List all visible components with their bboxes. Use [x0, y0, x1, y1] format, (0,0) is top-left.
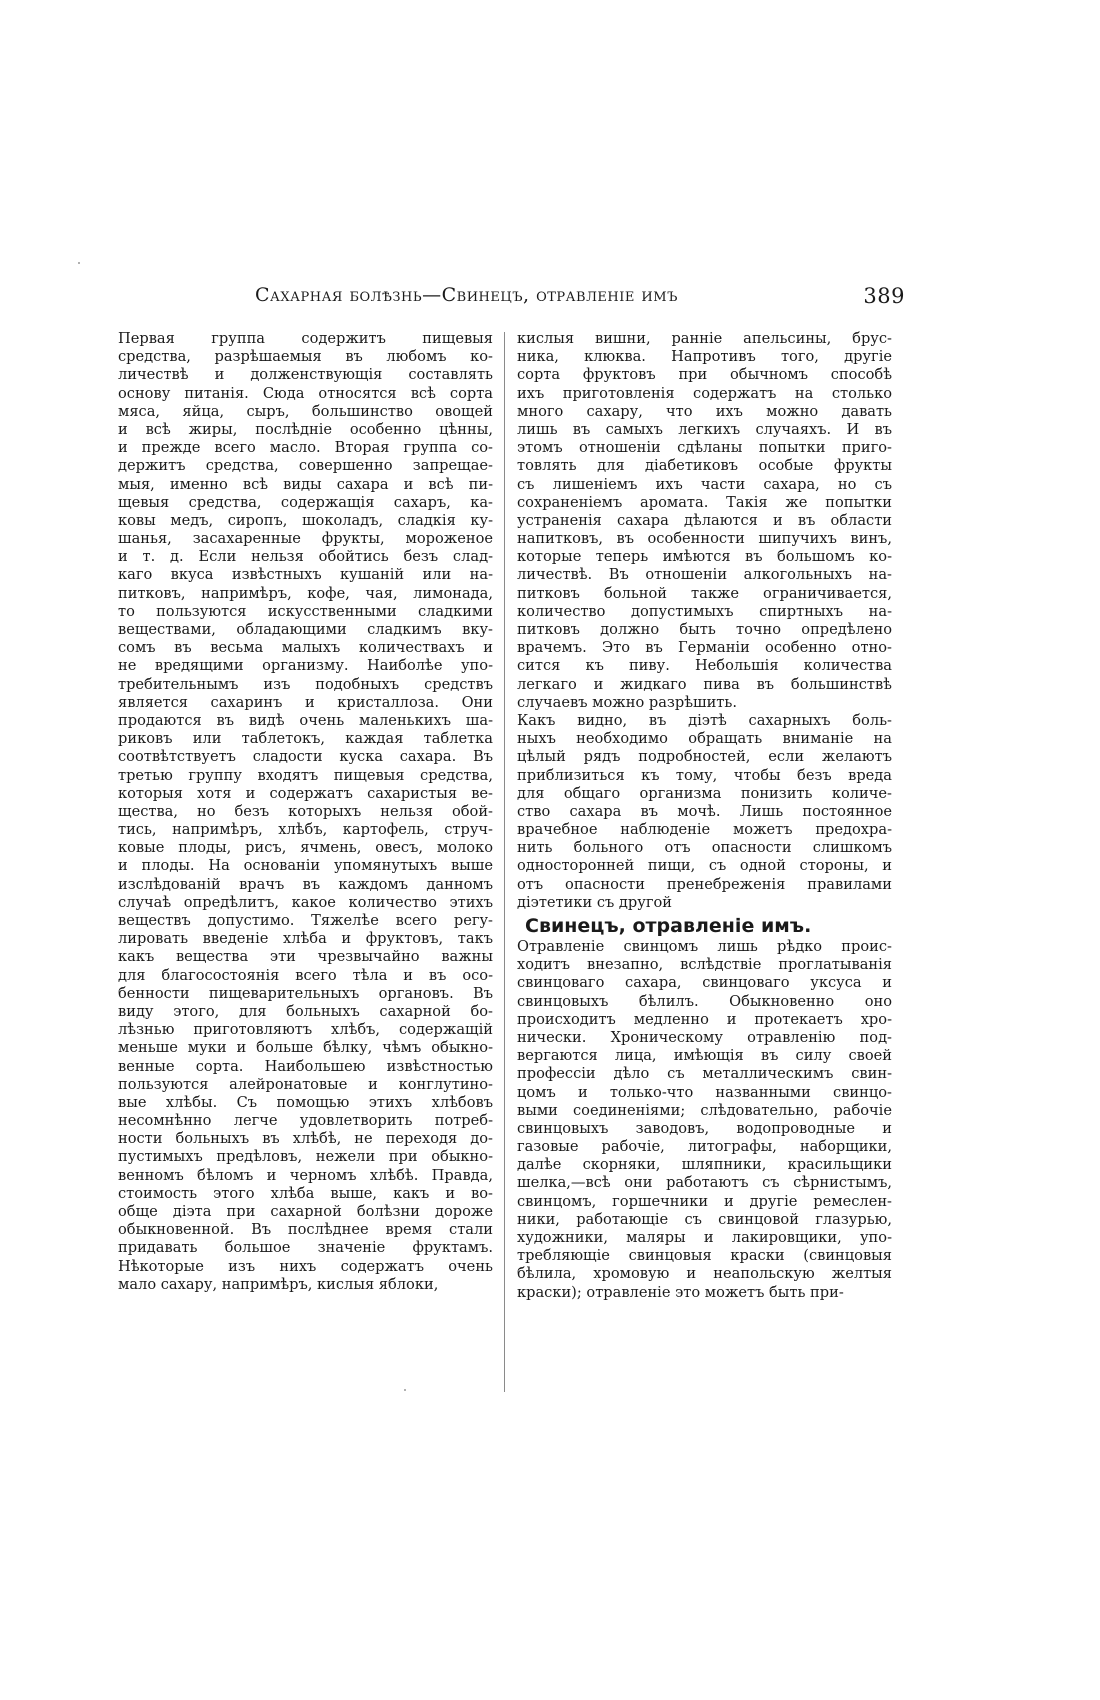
text-line: которые теперь имѣются въ большомъ ко-	[517, 548, 892, 566]
text-line: профессіи дѣло съ металлическимъ свин-	[517, 1065, 892, 1083]
text-line: пустимыхъ предѣловъ, нежели при обыкно-	[118, 1148, 493, 1166]
text-line: Нѣкоторые изъ нихъ содержатъ очень	[118, 1257, 493, 1275]
text-line: ника, клюква. Напротивъ того, другіе	[517, 348, 892, 366]
text-line: венномъ бѣломъ и черномъ хлѣбѣ. Правда,	[118, 1166, 493, 1184]
text-line: нически. Хроническому отравленію под-	[517, 1028, 892, 1046]
text-line: вые хлѣбы. Съ помощью этихъ хлѣбовъ	[118, 1093, 493, 1111]
text-line: сится къ пиву. Небольшія количества	[517, 657, 892, 675]
text-line: ходитъ внезапно, вслѣдствіе проглатыванія	[517, 956, 892, 974]
text-line: и т. д. Если нельзя обойтись безъ слад-	[118, 548, 493, 566]
text-line: цѣлый рядъ подробностей, если желаютъ	[517, 748, 892, 766]
text-line: питковъ должно быть точно опредѣлено	[517, 621, 892, 638]
text-line: и плоды. На основаніи упомянутыхъ выше	[118, 857, 493, 875]
text-line: врачебное наблюденіе можетъ предохра-	[517, 821, 892, 839]
text-line: для общаго организма понизить количе-	[517, 784, 892, 802]
text-line: ство сахара въ мочѣ. Лишь постоянное	[517, 802, 892, 820]
text-line: легкаго и жидкаго пива въ большинствѣ	[517, 675, 892, 693]
text-line: венные сорта. Наибольшею извѣстностью	[118, 1057, 493, 1075]
text-line: этомъ отношеніи сдѣланы попытки приго-	[517, 439, 892, 457]
text-line: которыя хотя и содержатъ сахаристыя ве-	[118, 784, 493, 802]
text-line: веществъ допустимо. Тяжелѣе всего регу-	[118, 912, 493, 929]
text-line: сомъ въ весьма малыхъ количествахъ и	[118, 639, 493, 657]
text-line: и прежде всего масло. Вторая группа со-	[118, 439, 493, 457]
text-line: то пользуются искусственными сладкими	[118, 602, 493, 620]
text-line: веществами, обладающими сладкимъ вку-	[118, 621, 493, 638]
text-line: односторонней пищи, съ одной стороны, и	[517, 857, 892, 875]
text-line: щества, но безъ которыхъ нельзя обой-	[118, 802, 493, 820]
text-line: виду этого, для больныхъ сахарной бо-	[118, 1002, 493, 1020]
left-column	[118, 330, 493, 1294]
text-line: Отравленіе свинцомъ лишь рѣдко проис-	[517, 938, 892, 955]
text-line: не вредящими организму. Наиболѣе упо-	[118, 657, 493, 675]
text-line: ныхъ необходимо обращать вниманіе на	[517, 730, 892, 748]
text-line: каго вкуса извѣстныхъ кушаній или на-	[118, 566, 493, 584]
text-line: питковъ, напримѣръ, кофе, чая, лимонада,	[118, 584, 493, 602]
text-line: придавать большое значеніе фруктамъ.	[118, 1239, 493, 1257]
text-line: съ лишеніемъ ихъ части сахара, но съ	[517, 475, 892, 493]
text-line: товлять для діабетиковъ особые фрукты	[517, 457, 892, 475]
text-line: питковъ больной также ограничивается,	[517, 584, 892, 602]
text-line: количество допустимыхъ спиртныхъ на-	[517, 602, 892, 620]
text-line: свинцомъ, горшечники и другіе ремеслен-	[517, 1192, 892, 1210]
text-line: ковы медъ, сиропъ, шоколадъ, сладкія ку-	[118, 511, 493, 529]
text-line: случаѣ опредѣлитъ, какое количество этихъ	[118, 893, 493, 911]
text-line: какъ вещества эти чрезвычайно важны	[118, 948, 493, 966]
text-line: много сахару, что ихъ можно давать	[517, 402, 892, 420]
text-line: устраненія сахара дѣлаются и въ области	[517, 511, 892, 529]
text-line: діэтетики съ другой	[517, 893, 672, 911]
text-line: свинцоваго сахара, свинцоваго уксуса и	[517, 974, 892, 992]
text-line: лѣзнью приготовляютъ хлѣбъ, содержащій	[118, 1021, 493, 1039]
text-line: происходитъ медленно и протекаетъ хро-	[517, 1010, 892, 1028]
text-line: кислыя вишни, ранніе апельсины, брус-	[517, 330, 892, 347]
text-line: ковые плоды, рисъ, ячмень, овесъ, молоко	[118, 839, 493, 857]
text-line: нить больного отъ опасности слишкомъ	[517, 839, 892, 857]
text-line: несомнѣнно легче удовлетворить потреб-	[118, 1112, 493, 1130]
section-heading: Свинецъ, отравленіе имъ.	[525, 915, 812, 937]
text-line: выми соединеніями; слѣдовательно, рабочіе	[517, 1101, 892, 1119]
text-line: ихъ приготовленія содержатъ на столько	[517, 384, 892, 402]
text-line: шелка,—всѣ они работаютъ съ сѣрнистымъ,	[517, 1174, 892, 1192]
text-line: требительнымъ изъ подобныхъ средствъ	[118, 675, 493, 693]
text-line: обыкновенной. Въ послѣднее время стали	[118, 1221, 493, 1239]
text-line: меньше муки и больше бѣлку, чѣмъ обыкно-	[118, 1039, 493, 1057]
text-line: требляющіе свинцовыя краски (свинцовыя	[517, 1247, 892, 1265]
text-line: мало сахару, напримѣръ, кислыя яблоки,	[118, 1275, 439, 1293]
text-line: ники, работающіе съ свинцовой глазурью,	[517, 1210, 892, 1228]
text-line: обще діэта при сахарной болѣзни дороже	[118, 1203, 493, 1220]
text-line: стоимость этого хлѣба выше, какъ и во-	[118, 1184, 493, 1202]
text-line: напитковъ, въ особенности шипучихъ винъ,	[517, 530, 892, 548]
text-line: врачемъ. Это въ Германіи особенно отно-	[517, 639, 892, 657]
text-line: Первая группа содержитъ пищевыя	[118, 330, 493, 347]
text-line: и всѣ жиры, послѣдніе особенно цѣнны,	[118, 420, 493, 438]
text-line: отъ опасности пренебреженія правилами	[517, 875, 892, 893]
text-line: лировать введеніе хлѣба и фруктовъ, такъ	[118, 930, 493, 948]
text-line: средства, разрѣшаемыя въ любомъ ко-	[118, 348, 493, 366]
text-line: вергаются лица, имѣющія въ силу своей	[517, 1047, 892, 1065]
text-line: случаевъ можно разрѣшить.	[517, 693, 737, 711]
text-line: соотвѣтствуетъ сладости куска сахара. Въ	[118, 748, 493, 766]
text-line: тись, напримѣръ, хлѣбъ, картофель, струч-	[118, 821, 493, 839]
text-line: щевыя средства, содержащія сахаръ, ка-	[118, 493, 493, 511]
paper-speck	[78, 262, 80, 264]
running-head	[255, 284, 905, 310]
text-line: для благосостоянія всего тѣла и въ осо-	[118, 966, 493, 984]
right-column	[517, 330, 892, 1302]
text-line: личествѣ. Въ отношеніи алкогольныхъ на-	[517, 566, 892, 584]
text-line: является сахаринъ и кристаллоза. Они	[118, 693, 493, 711]
text-line: Какъ видно, въ діэтѣ сахарныхъ боль-	[517, 711, 892, 729]
text-line: ности больныхъ въ хлѣбѣ, не переходя до-	[118, 1130, 493, 1148]
text-line: цомъ и только-что названными свинцо-	[517, 1083, 892, 1101]
text-line: изслѣдованій врачъ въ каждомъ данномъ	[118, 875, 493, 893]
text-line: мыя, именно всѣ виды сахара и всѣ пи-	[118, 475, 493, 493]
text-line: третью группу входятъ пищевыя средства,	[118, 766, 493, 784]
text-line: шанья, засахаренные фрукты, мороженое	[118, 530, 493, 548]
paper-speck	[404, 1389, 406, 1391]
text-line: краски); отравленіе это можетъ быть при-	[517, 1283, 844, 1301]
text-line: личествѣ и долженствующія составлять	[118, 366, 493, 384]
text-line: бенности пищеварительныхъ органовъ. Въ	[118, 984, 493, 1002]
text-line: мяса, яйца, сыръ, большинство овощей	[118, 402, 493, 420]
page-number: 389	[863, 284, 905, 308]
text-line: свинцовыхъ заводовъ, водопроводные и	[517, 1119, 892, 1137]
text-line: риковъ или таблетокъ, каждая таблетка	[118, 730, 493, 748]
text-line: приблизиться къ тому, чтобы безъ вреда	[517, 766, 892, 784]
text-line: далѣе скорняки, шляпники, красильщики	[517, 1156, 892, 1174]
text-line: основу питанія. Сюда относятся всѣ сорта	[118, 384, 493, 402]
text-line: лишь въ самыхъ легкихъ случаяхъ. И въ	[517, 420, 892, 438]
text-line: газовые рабочіе, литографы, наборщики,	[517, 1138, 892, 1156]
text-line: держитъ средства, совершенно запрещае-	[118, 457, 493, 475]
text-line: пользуются алейронатовые и конглутино-	[118, 1075, 493, 1093]
text-line: сорта фруктовъ при обычномъ способѣ	[517, 366, 892, 384]
text-line: сохраненіемъ аромата. Такія же попытки	[517, 493, 892, 511]
text-line: бѣлила, хромовую и неапольскую желтыя	[517, 1265, 892, 1283]
running-title: Сахарная болѣзнь—Свинецъ, отравленіе имъ	[255, 284, 678, 306]
column-divider	[504, 332, 505, 1392]
text-line: художники, маляры и лакировщики, упо-	[517, 1229, 892, 1246]
text-line: свинцовыхъ бѣлилъ. Обыкновенно оно	[517, 992, 892, 1010]
text-line: продаются въ видѣ очень маленькихъ ша-	[118, 711, 493, 729]
